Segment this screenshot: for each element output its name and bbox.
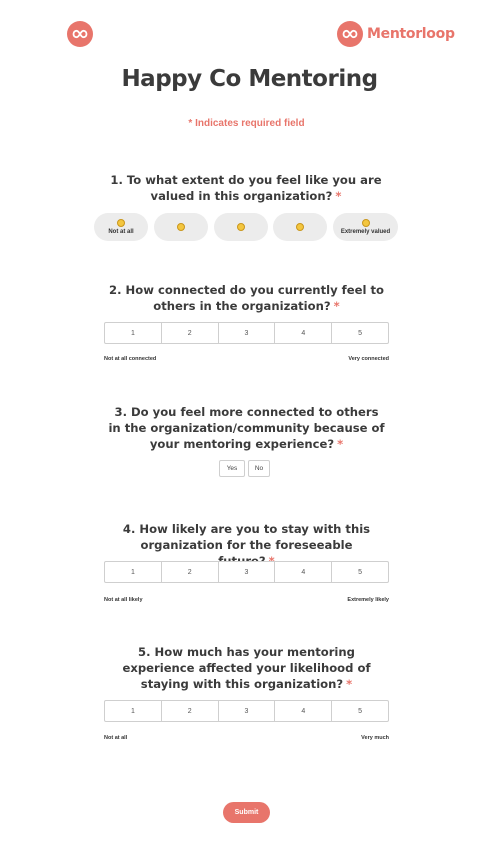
page-title: Happy Co Mentoring [121, 66, 378, 92]
question-2-scale [104, 322, 389, 344]
question-5-scale [104, 700, 389, 722]
emoji-option-4[interactable] [273, 213, 327, 241]
scale-low-label: Not at all likely [104, 597, 143, 603]
scale-high-label: Very much [361, 735, 389, 741]
emoji-option-1[interactable] [94, 213, 148, 241]
scale-low-label: Not at all connected [104, 356, 157, 362]
emoji-option-label: Extremely valued [340, 229, 391, 235]
scale-high-label: Extremely likely [347, 597, 389, 603]
question-5-text: 5. How much has your mentoring experience affected your likelihood of staying with this organization? [122, 645, 371, 691]
scale-option-2[interactable]: 2 [161, 700, 219, 722]
scale-option-5[interactable]: 5 [331, 700, 389, 722]
question-4-text: 4. How likely are you to stay with this organization for the foreseeable [122, 522, 371, 552]
emoji-option-label: Not at all [108, 229, 134, 235]
unhappy-face-icon [117, 219, 125, 227]
slightly-happy-face-icon [296, 223, 304, 231]
submit-button[interactable]: Submit [223, 802, 270, 823]
scale-option-1[interactable]: 1 [104, 700, 162, 722]
slightly-unhappy-face-icon [177, 223, 185, 231]
scale-option-5[interactable]: 5 [331, 561, 389, 583]
scale-option-2[interactable]: 2 [161, 561, 219, 583]
scale-low-label: Not at all [104, 735, 128, 741]
required-mark: * [337, 437, 344, 451]
brand-header [337, 21, 455, 47]
scale-option-3[interactable]: 3 [218, 561, 276, 583]
required-mark: * [333, 299, 340, 313]
scale-option-4[interactable]: 4 [274, 322, 332, 344]
scale-option-3[interactable]: 3 [218, 700, 276, 722]
scale-option-4[interactable]: 4 [274, 700, 332, 722]
question-1-options [94, 213, 400, 241]
scale-option-3[interactable]: 3 [218, 322, 276, 344]
question-3 [108, 404, 385, 452]
scale-option-5[interactable]: 5 [331, 322, 389, 344]
question-5 [112, 644, 381, 692]
mentorloop-logo-icon [67, 21, 93, 47]
emoji-option-2[interactable] [154, 213, 208, 241]
question-2-text: 2. How connected do you currently feel to others in the organization? [109, 283, 384, 313]
brand-name: Mentorloop [367, 26, 455, 42]
required-mark: * [335, 189, 342, 203]
scale-option-1[interactable]: 1 [104, 322, 162, 344]
scale-option-1[interactable]: 1 [104, 561, 162, 583]
scale-option-2[interactable]: 2 [161, 322, 219, 344]
mentorloop-logo-icon [337, 21, 363, 47]
happy-face-icon [362, 219, 370, 227]
scale-high-label: Very connected [348, 356, 389, 362]
question-1 [96, 172, 396, 204]
question-4-scale [104, 561, 389, 583]
required-mark: * [346, 677, 353, 691]
no-button[interactable]: No [248, 460, 270, 477]
scale-option-4[interactable]: 4 [274, 561, 332, 583]
yes-button[interactable]: Yes [219, 460, 245, 477]
required-field-note: * Indicates required field [188, 118, 305, 129]
question-1-text: 1. To what extent do you feel like you are valued in this organization? [110, 173, 382, 203]
question-2 [100, 282, 393, 314]
neutral-face-icon [237, 223, 245, 231]
emoji-option-3[interactable] [214, 213, 268, 241]
emoji-option-5[interactable] [333, 213, 398, 241]
question-3-text: 3. Do you feel more connected to others in the organization/community because of your mentoring experience? [108, 405, 385, 451]
